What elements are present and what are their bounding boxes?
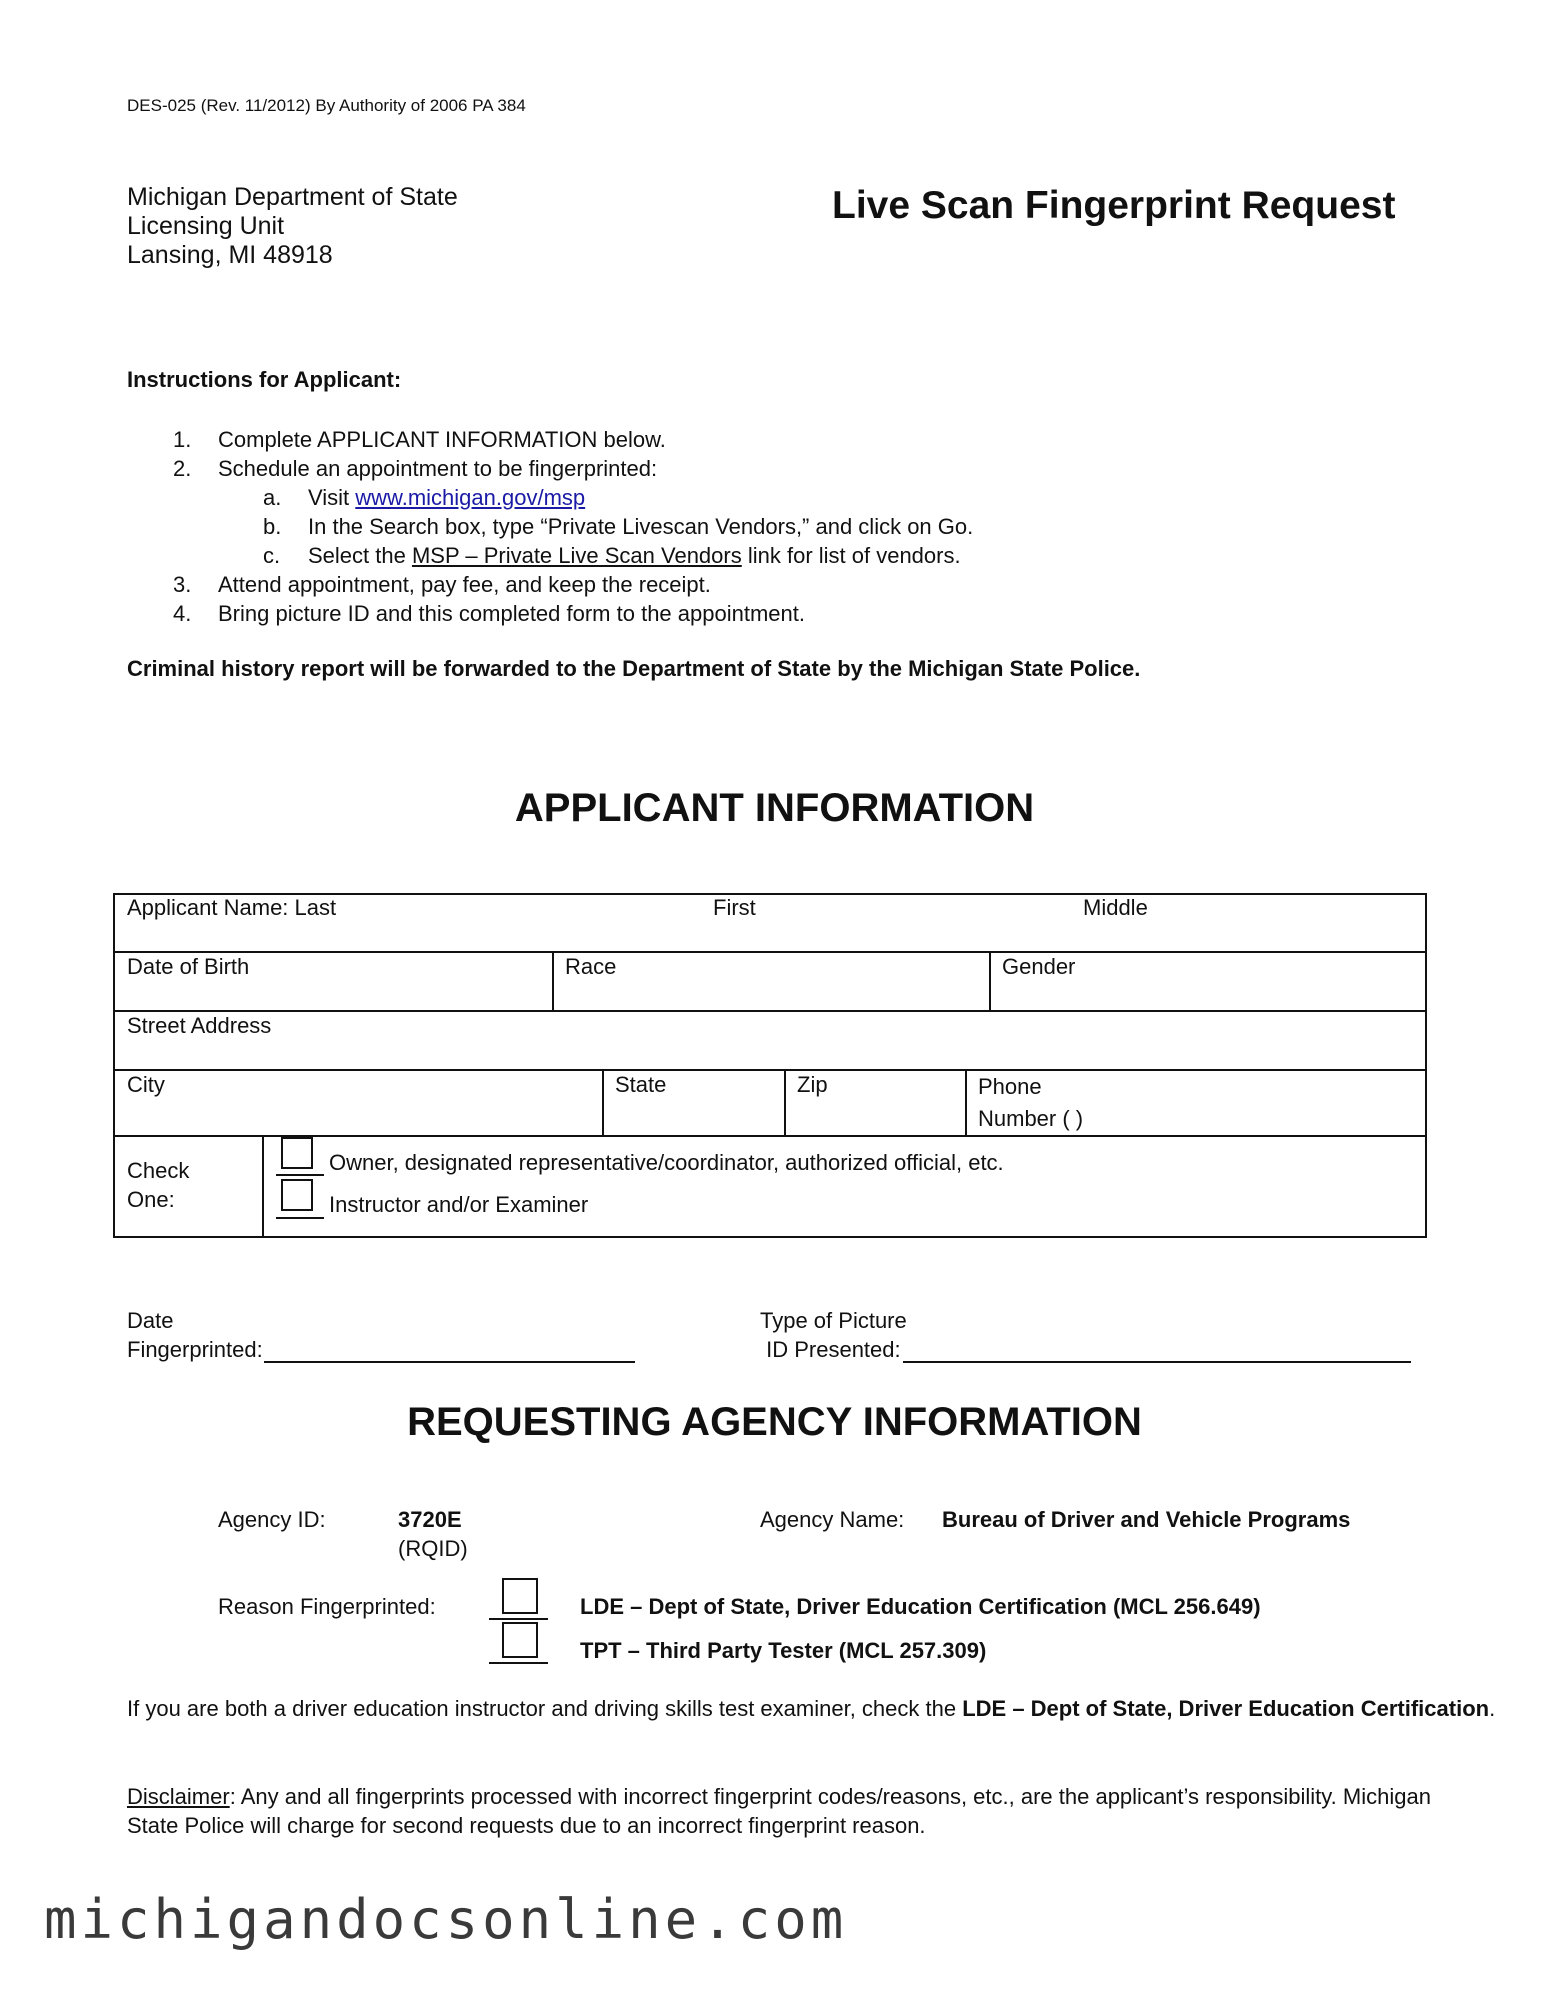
col-divider bbox=[552, 951, 554, 1010]
picture-id-field[interactable] bbox=[903, 1361, 1411, 1363]
phone-label-line-1: Phone bbox=[978, 1074, 1042, 1099]
picture-id-label bbox=[760, 1306, 907, 1364]
both-roles-note bbox=[127, 1694, 1495, 1723]
owner-checkbox[interactable] bbox=[281, 1137, 313, 1169]
col-divider bbox=[965, 1069, 967, 1135]
row-divider bbox=[115, 1069, 1425, 1071]
step-number: a. bbox=[263, 485, 282, 510]
check-one-label-line-2: One: bbox=[127, 1187, 175, 1212]
checkbox-underline bbox=[276, 1217, 324, 1219]
both-note-pre: If you are both a driver education instructor and driving skills test examiner, check the bbox=[127, 1696, 963, 1721]
vendors-link[interactable]: MSP – Private Live Scan Vendors bbox=[411, 543, 742, 568]
tpt-checkbox[interactable] bbox=[502, 1622, 538, 1658]
step-text-pre: Select the bbox=[308, 543, 412, 568]
checkbox-underline bbox=[489, 1618, 548, 1620]
step-text: Complete APPLICANT INFORMATION below. bbox=[218, 427, 666, 452]
step-text: Bring picture ID and this completed form to the appointment. bbox=[218, 601, 805, 626]
col-divider bbox=[784, 1069, 786, 1135]
city-label: City bbox=[127, 1072, 165, 1097]
form-id: DES-025 (Rev. 11/2012) By Authority of 2006 PA 384 bbox=[127, 96, 526, 115]
step-text: In the Search box, type “Private Livescan Vendors,” and click on Go. bbox=[308, 514, 974, 539]
date-fingerprinted-line-1: Date bbox=[127, 1308, 174, 1333]
agency-info-heading: REQUESTING AGENCY INFORMATION bbox=[407, 1400, 1142, 1444]
org-line-1: Michigan Department of State bbox=[127, 183, 458, 211]
picture-id-line-2: ID Presented: bbox=[760, 1337, 901, 1362]
both-note-bold: LDE – Dept of State, Driver Education Certification bbox=[962, 1696, 1490, 1721]
instructor-option-label: Instructor and/or Examiner bbox=[329, 1192, 589, 1217]
org-line-3: Lansing, MI 48918 bbox=[127, 241, 333, 269]
step-text bbox=[308, 483, 585, 512]
disclaimer bbox=[127, 1782, 1431, 1840]
picture-id-line-1: Type of Picture bbox=[760, 1308, 907, 1333]
step-text-post: link for list of vendors. bbox=[741, 543, 961, 568]
lde-reason-label: LDE – Dept of State, Driver Education Certification (MCL 256.649) bbox=[580, 1594, 1261, 1619]
owner-option-label: Owner, designated representative/coordinator, authorized official, etc. bbox=[329, 1150, 1004, 1175]
zip-label: Zip bbox=[797, 1072, 828, 1097]
applicant-info-table bbox=[113, 893, 1427, 1238]
disclaimer-label: Disclaimer bbox=[127, 1784, 230, 1809]
agency-id-sub: (RQID) bbox=[398, 1536, 468, 1561]
agency-name-value: Bureau of Driver and Vehicle Programs bbox=[942, 1507, 1351, 1532]
state-label: State bbox=[615, 1072, 667, 1097]
row-divider bbox=[115, 951, 1425, 953]
name-first-label: First bbox=[713, 895, 756, 920]
reason-fingerprinted-label: Reason Fingerprinted: bbox=[218, 1594, 436, 1619]
msp-website-link[interactable]: www.michigan.gov/msp bbox=[355, 485, 586, 510]
dob-label: Date of Birth bbox=[127, 954, 250, 979]
date-fingerprinted-label bbox=[127, 1306, 263, 1364]
disclaimer-text: : Any and all fingerprints processed with incorrect fingerprint codes/reasons, etc., are the applicant’s responsibility. Michigan bbox=[229, 1784, 1431, 1809]
lde-checkbox[interactable] bbox=[502, 1578, 538, 1614]
criminal-history-note: Criminal history report will be forwarded to the Department of State by the Michigan State Police. bbox=[127, 656, 1141, 681]
step-number: c. bbox=[263, 543, 281, 568]
both-note-post: . bbox=[1489, 1696, 1496, 1721]
step-number: 2. bbox=[173, 456, 192, 481]
organization-address bbox=[127, 183, 458, 270]
name-middle-label: Middle bbox=[1083, 895, 1148, 920]
step-number: 4. bbox=[173, 601, 192, 626]
checkbox-underline bbox=[276, 1174, 324, 1176]
tpt-reason-label: TPT – Third Party Tester (MCL 257.309) bbox=[580, 1638, 987, 1663]
step-text: Attend appointment, pay fee, and keep the receipt. bbox=[218, 572, 711, 597]
check-one-label-line-1: Check bbox=[127, 1158, 190, 1183]
col-divider bbox=[262, 1135, 264, 1238]
step-number: b. bbox=[263, 514, 282, 539]
street-address-label: Street Address bbox=[127, 1013, 272, 1038]
agency-id-label: Agency ID: bbox=[218, 1507, 326, 1532]
phone-label-line-2: Number ( ) bbox=[978, 1106, 1084, 1131]
step-number: 3. bbox=[173, 572, 192, 597]
col-divider bbox=[989, 951, 991, 1010]
race-label: Race bbox=[565, 954, 617, 979]
checkbox-underline bbox=[489, 1662, 548, 1664]
step-text-pre: Visit bbox=[308, 485, 356, 510]
name-last-label: Applicant Name: Last bbox=[127, 895, 337, 920]
step-number: 1. bbox=[173, 427, 192, 452]
watermark: michigandocsonline.com bbox=[44, 1888, 848, 1951]
instructions-heading: Instructions for Applicant: bbox=[127, 367, 402, 392]
instructor-checkbox[interactable] bbox=[281, 1179, 313, 1211]
date-fingerprinted-line-2: Fingerprinted: bbox=[127, 1337, 263, 1362]
step-text bbox=[308, 541, 961, 570]
date-fingerprinted-field[interactable] bbox=[264, 1361, 635, 1363]
applicant-info-heading: APPLICANT INFORMATION bbox=[514, 786, 1035, 830]
row-divider bbox=[115, 1010, 1425, 1012]
agency-name-label: Agency Name: bbox=[760, 1507, 905, 1532]
agency-id-value: 3720E bbox=[398, 1507, 462, 1532]
disclaimer-text-2: State Police will charge for second requests due to an incorrect fingerprint reason. bbox=[127, 1813, 926, 1838]
page-title: Live Scan Fingerprint Request bbox=[832, 184, 1396, 227]
step-text: Schedule an appointment to be fingerprinted: bbox=[218, 456, 658, 481]
org-line-2: Licensing Unit bbox=[127, 212, 285, 240]
col-divider bbox=[602, 1069, 604, 1135]
gender-label: Gender bbox=[1002, 954, 1076, 979]
